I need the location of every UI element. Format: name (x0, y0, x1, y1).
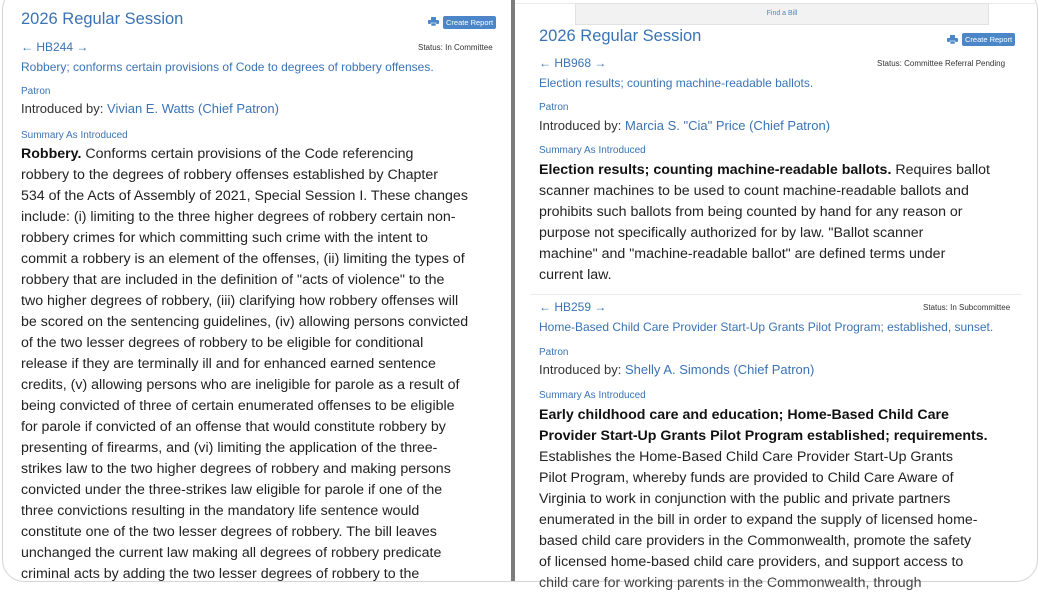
summary-line: credits, (v) allowing persons who are ineligible for parole as a result of (21, 377, 460, 393)
summary-line: Robbery. Conforms certain provisions of the Code referencing (21, 146, 414, 162)
summary-line: be scored on the sentencing guidelines, (iv) allowing persons convicted (21, 314, 469, 330)
introduced-by (539, 362, 814, 377)
summary-line: constitute one of the two lesser degrees of robbery. The bill leaves (21, 524, 437, 540)
introduced-by-label: Introduced by: (539, 118, 622, 133)
patron-link[interactable]: Marcia S. "Cia" Price (Chief Patron) (625, 118, 831, 133)
bill-status: Status: Committee Referral Pending (877, 59, 1006, 68)
bill-nav-hb259[interactable]: ← HB259 → (539, 300, 607, 314)
summary-line: purpose not specifically authorized for by law. "Ballot scanner (539, 225, 924, 241)
bill-title-link[interactable]: Home-Based Child Care Provider Start-Up Grants Pilot Program; established, sunset. (539, 320, 994, 334)
summary-line: criminal acts by adding the two lesser degrees of robbery to the (21, 566, 420, 582)
summary-line: Pilot Program, whereby funds are provided to Child Care Aware of (539, 470, 954, 486)
patron-label: Patron (539, 347, 569, 358)
create-report-button[interactable]: Create Report (443, 16, 496, 29)
summary-line: convicted under the three-strikes law eligible for parole if one of the (21, 482, 443, 498)
summary-text (539, 160, 1029, 286)
summary-line: for parole if convicted of an offense that would constitute robbery by (21, 419, 446, 435)
summary-line: Virginia to work in conjunction with the public and private partners (539, 491, 951, 507)
left-pane[interactable] (3, 0, 511, 581)
summary-label: Summary As Introduced (539, 145, 646, 156)
summary-lead: Election results; counting machine-readable ballots. (539, 162, 892, 178)
summary-line: prohibits such ballots from being counted by hand for any reason or (539, 204, 963, 220)
summary-line: Early childhood care and education; Home-Based Child Care (539, 407, 949, 423)
introduced-by-label: Introduced by: (21, 101, 104, 116)
screenshot-frame (2, 0, 1038, 591)
bill-nav-hb968[interactable]: ← HB968 → (539, 56, 607, 70)
summary-line: release if they are terminally ill and for enhanced earned sentence (21, 356, 436, 372)
printer-icon (947, 35, 958, 44)
summary-line: robbery to the degrees of robbery offenses established by Chapter (21, 167, 438, 183)
bill-nav-hb244[interactable]: ← HB244 → (21, 40, 89, 54)
summary-line: unchanged the current law making all degrees of robbery predicate (21, 545, 442, 561)
summary-line: robbery crimes for which committing such crime with the intent to (21, 230, 428, 246)
patron-link[interactable]: Shelly A. Simonds (Chief Patron) (625, 362, 815, 377)
create-report-button[interactable]: Create Report (962, 33, 1015, 46)
bill-title-link[interactable]: Robbery; conforms certain provisions of Code to degrees of robbery offenses. (21, 60, 434, 74)
summary-lead: Robbery. (21, 146, 82, 162)
summary-line: being convicted of three of certain enumerated offenses to be eligible (21, 398, 455, 414)
summary-label: Summary As Introduced (539, 390, 646, 401)
summary-line: of licensed home-based child care providers, and support access to (539, 554, 964, 570)
summary-text (539, 405, 1029, 594)
right-pane[interactable] (515, 0, 1037, 591)
summary-line: machine" and "machine-readable ballot" are defined terms under (539, 246, 946, 262)
summary-line: Provider Start-Up Grants Pilot Program established; requirements. (539, 428, 988, 444)
summary-line: two higher degrees of robbery, (iii) clarifying how robbery offenses will (21, 293, 459, 309)
introduced-by (539, 118, 830, 133)
bill-separator (531, 294, 1021, 295)
summary-line: presenting of firearms, and (vi) limiting the application of the three- (21, 440, 438, 456)
summary-text (21, 144, 511, 585)
summary-line: scanner machines to be used to count machine-readable ballots and (539, 183, 969, 199)
summary-line: Establishes the Home-Based Child Care Provider Start-Up Grants (539, 449, 953, 465)
find-a-bill-bar[interactable]: Find a Bill (575, 3, 989, 25)
summary-line: three convictions resulting in the mandatory life sentence would (21, 503, 420, 519)
introduced-by (21, 101, 279, 116)
summary-line: current law. (539, 267, 612, 283)
summary-line: strikes law to the two higher degrees of robbery and making persons (21, 461, 451, 477)
printer-icon (428, 17, 439, 26)
summary-line: include: (i) limiting to the three higher degrees of robbery certain non- (21, 209, 456, 225)
summary-line: enumerated in the bill in order to expand the supply of licensed home- (539, 512, 978, 528)
patron-label: Patron (21, 86, 51, 97)
summary-line: 534 of the Acts of Assembly of 2021, Special Session I. These changes (21, 188, 468, 204)
session-title: 2026 Regular Session (21, 10, 184, 28)
patron-label: Patron (539, 102, 569, 113)
bill-title-link[interactable]: Election results; counting machine-readable ballots. (539, 76, 814, 90)
patron-link[interactable]: Vivian E. Watts (Chief Patron) (107, 101, 279, 116)
summary-label: Summary As Introduced (21, 130, 128, 141)
summary-line: commit a robbery is an element of the offenses, (ii) limiting the types of (21, 251, 465, 267)
session-title: 2026 Regular Session (539, 27, 702, 45)
summary-line: robbery that are included in the definition of "acts of violence" to the (21, 272, 445, 288)
summary-line: Election results; counting machine-readable ballots. Requires ballot (539, 162, 990, 178)
summary-line: of the two lesser degrees of robbery to be eligible for conditional (21, 335, 424, 351)
bill-status: Status: In Committee (418, 43, 493, 52)
introduced-by-label: Introduced by: (539, 362, 622, 377)
bill-status: Status: In Subcommittee (923, 303, 1011, 312)
summary-line: based child care providers in the Commonwealth, promote the safety (539, 533, 972, 549)
summary-line: child care for working parents in the Commonwealth, through (539, 575, 922, 591)
